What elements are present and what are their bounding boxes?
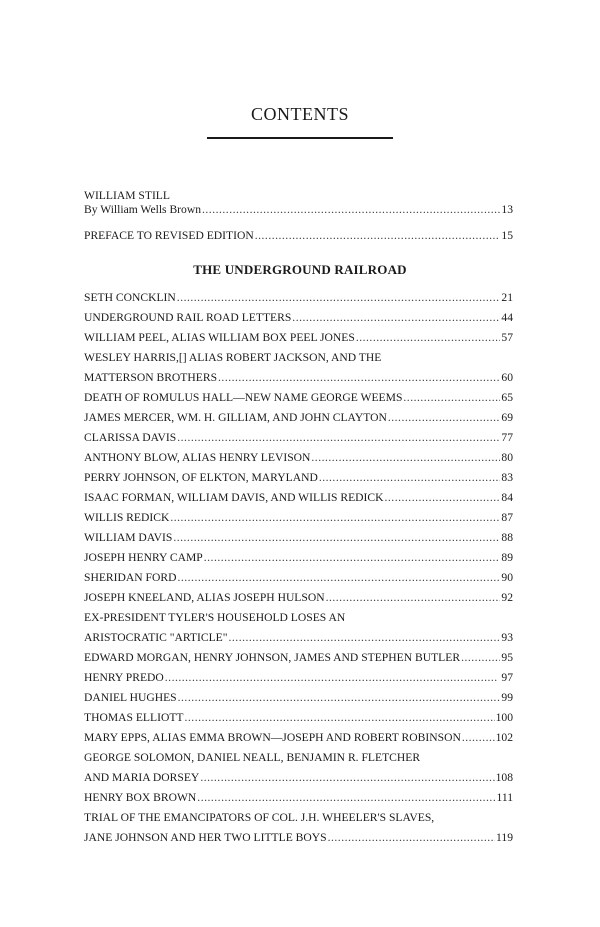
toc-entry-label: JOSEPH HENRY CAMP [84, 551, 203, 564]
toc-entry-label: ARISTOCRATIC "ARTICLE" [84, 631, 228, 644]
toc-page-number: 100 [495, 711, 513, 724]
toc-entry[interactable] [84, 528, 513, 548]
toc-entry[interactable] [84, 308, 513, 328]
toc-entry-label: DEATH OF ROMULUS HALL—NEW NAME GEORGE WEEMS [84, 391, 403, 404]
toc-entry-label: MARY EPPS, ALIAS EMMA BROWN—JOSEPH AND ROBERT ROBINSON [84, 731, 461, 744]
toc-entry[interactable] [84, 226, 513, 246]
toc-page-number: 108 [495, 771, 513, 784]
toc-entry-label: GEORGE SOLOMON, DANIEL NEALL, BENJAMIN R. FLETCHER [84, 751, 421, 764]
toc-entry[interactable] [84, 388, 513, 408]
dot-leader [200, 768, 494, 788]
toc-entry-label: WILLIS REDICK [84, 511, 170, 524]
dot-leader [385, 488, 501, 508]
toc-entry-label: UNDERGROUND RAIL ROAD LETTERS [84, 311, 292, 324]
dot-leader [388, 408, 501, 428]
toc-page-number: 88 [501, 531, 513, 544]
toc-entry-label: PERRY JOHNSON, OF ELKTON, MARYLAND [84, 471, 318, 484]
toc-page-number: 57 [501, 331, 513, 344]
title-rule [207, 137, 393, 139]
dot-leader [178, 688, 501, 708]
toc-page-number: 69 [501, 411, 513, 424]
dot-leader [177, 288, 501, 308]
toc-entry-label: ANTHONY BLOW, ALIAS HENRY LEVISON [84, 451, 311, 464]
dot-leader [356, 328, 501, 348]
dot-leader [177, 428, 500, 448]
toc-entry[interactable] [84, 328, 513, 348]
page-title: CONTENTS [251, 104, 349, 124]
toc-entry[interactable] [84, 548, 513, 568]
toc-page-number: 65 [501, 391, 513, 404]
toc-page-number: 83 [501, 471, 513, 484]
dot-leader [319, 468, 501, 488]
toc-entry-label: HENRY BOX BROWN [84, 791, 197, 804]
toc-page-number: 77 [501, 431, 513, 444]
toc-entry[interactable] [84, 788, 513, 808]
dot-leader [170, 508, 500, 528]
dot-leader [165, 668, 501, 688]
dot-leader [403, 388, 500, 408]
toc-entry[interactable] [84, 828, 513, 848]
toc-entry-label: AND MARIA DORSEY [84, 771, 200, 784]
toc-entry-label: THOMAS ELLIOTT [84, 711, 184, 724]
dot-leader [173, 528, 500, 548]
toc-page-number: 93 [501, 631, 513, 644]
toc-page-number: 60 [501, 371, 513, 384]
toc-entry[interactable] [84, 688, 513, 708]
toc-entry[interactable] [84, 508, 513, 528]
toc-entry[interactable] [84, 448, 513, 468]
toc-entry[interactable] [84, 200, 513, 220]
toc-page-number: 92 [501, 591, 513, 604]
toc-entry-label: HENRY PREDO [84, 671, 164, 684]
toc-entry[interactable] [84, 648, 513, 668]
toc-page-number: 97 [501, 671, 513, 684]
toc-entry-label: DANIEL HUGHES [84, 691, 177, 704]
front-matter-list [84, 186, 513, 246]
toc-page-number: 111 [496, 791, 513, 804]
toc-entry-label: TRIAL OF THE EMANCIPATORS OF COL. J.H. WHEELER'S SLAVES, [84, 811, 435, 824]
toc-entry[interactable] [84, 368, 513, 388]
dot-leader [202, 200, 500, 220]
dot-leader [462, 728, 495, 748]
toc-page-number: 119 [496, 831, 513, 844]
dot-leader [197, 788, 495, 808]
toc-entry[interactable] [84, 488, 513, 508]
toc-entry[interactable] [84, 768, 513, 788]
toc-page-number: 21 [501, 291, 513, 304]
toc-entry[interactable] [84, 428, 513, 448]
dot-leader [326, 588, 501, 608]
toc-page-number: 44 [501, 311, 513, 324]
toc-page-number: 84 [501, 491, 513, 504]
section-heading: THE UNDERGROUND RAILROAD [193, 262, 407, 277]
toc-page-number: 15 [501, 229, 513, 242]
dot-leader [328, 828, 495, 848]
toc-list [84, 288, 513, 848]
dot-leader [255, 226, 501, 246]
toc-page-number: 102 [495, 731, 513, 744]
dot-leader [461, 648, 500, 668]
toc-entry-label: WILLIAM DAVIS [84, 531, 173, 544]
toc-entry[interactable] [84, 588, 513, 608]
toc-entry-label: JAMES MERCER, WM. H. GILLIAM, AND JOHN CLAYTON [84, 411, 387, 424]
toc-entry-label: SETH CONCKLIN [84, 291, 176, 304]
toc-page-number: 87 [501, 511, 513, 524]
toc-entry[interactable] [84, 668, 513, 688]
toc-entry-label: EX-PRESIDENT TYLER'S HOUSEHOLD LOSES AN [84, 611, 346, 624]
toc-page-number: 95 [501, 651, 513, 664]
toc-entry-label: CLARISSA DAVIS [84, 431, 177, 444]
toc-entry-label: MATTERSON BROTHERS [84, 371, 218, 384]
toc-entry-label: PREFACE TO REVISED EDITION [84, 229, 254, 242]
toc-entry-label: EDWARD MORGAN, HENRY JOHNSON, JAMES AND STEPHEN BUTLER [84, 651, 461, 664]
toc-entry-label: JANE JOHNSON AND HER TWO LITTLE BOYS [84, 831, 327, 844]
toc-page-number: 90 [501, 571, 513, 584]
toc-entry-label: By William Wells Brown [84, 203, 202, 216]
toc-entry-label: JOSEPH KNEELAND, ALIAS JOSEPH HULSON [84, 591, 325, 604]
dot-leader [218, 368, 500, 388]
toc-entry-label: WILLIAM STILL [84, 189, 170, 202]
toc-page-number: 99 [501, 691, 513, 704]
toc-entry[interactable] [84, 568, 513, 588]
dot-leader [229, 628, 501, 648]
toc-entry-label: ISAAC FORMAN, WILLIAM DAVIS, AND WILLIS REDICK [84, 491, 384, 504]
toc-page-number: 89 [501, 551, 513, 564]
toc-entry[interactable] [84, 708, 513, 728]
toc-page-number: 80 [501, 451, 513, 464]
dot-leader [177, 568, 500, 588]
toc-entry-label: WESLEY HARRIS,[] ALIAS ROBERT JACKSON, AND THE [84, 351, 382, 364]
toc-entry[interactable] [84, 408, 513, 428]
toc-page-number: 13 [501, 203, 513, 216]
toc-entry-label: WILLIAM PEEL, ALIAS WILLIAM BOX PEEL JONES [84, 331, 355, 344]
toc-entry[interactable] [84, 288, 513, 308]
toc-entry[interactable] [84, 628, 513, 648]
toc-entry-label: SHERIDAN FORD [84, 571, 177, 584]
toc-entry[interactable] [84, 728, 513, 748]
toc-entry[interactable] [84, 468, 513, 488]
dot-leader [292, 308, 500, 328]
dot-leader [311, 448, 500, 468]
dot-leader [204, 548, 501, 568]
dot-leader [185, 708, 495, 728]
